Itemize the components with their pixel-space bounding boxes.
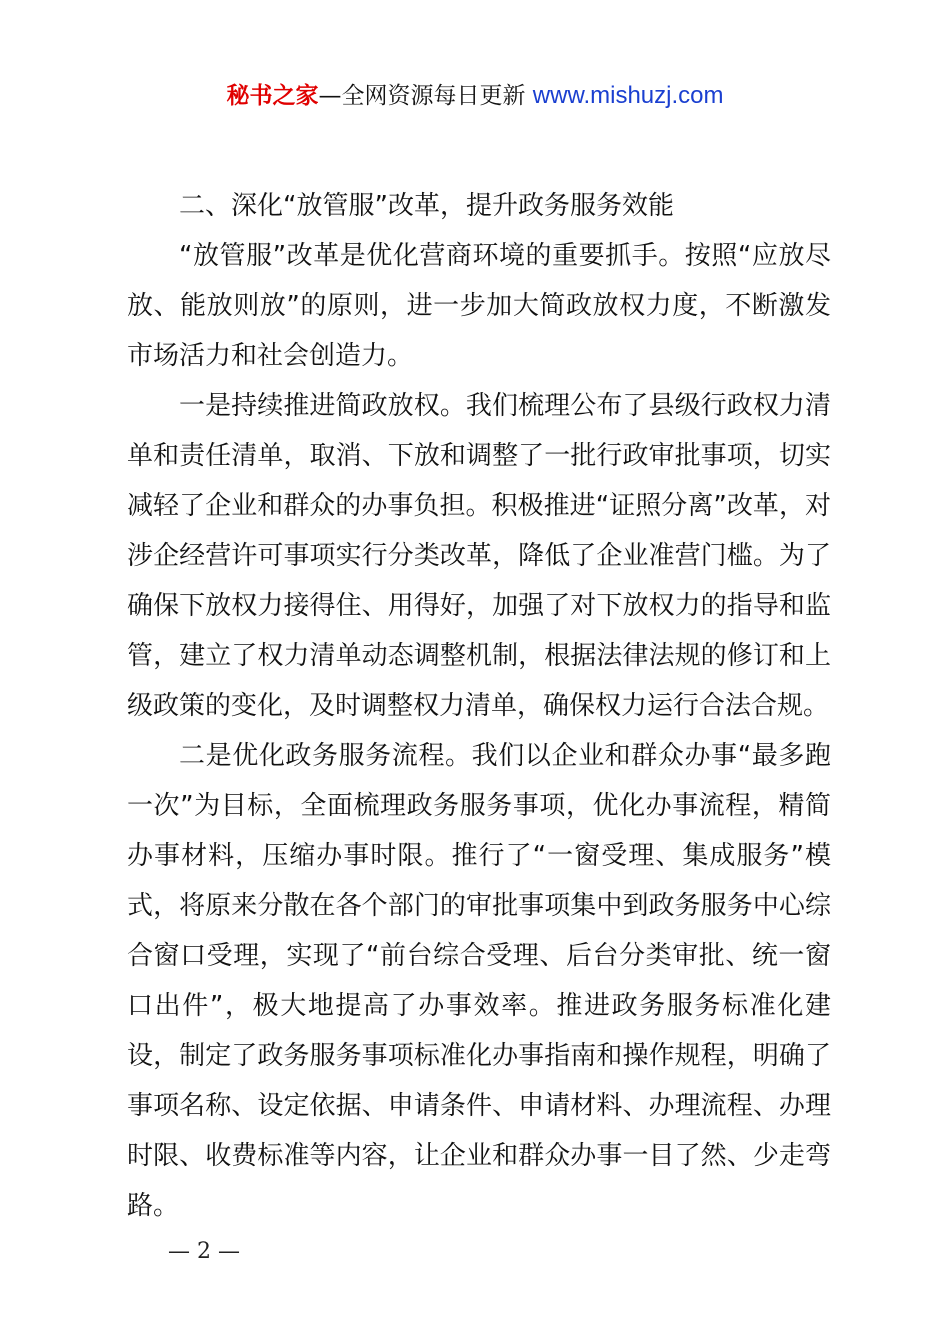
document-body <box>127 181 831 1231</box>
site-brand: 秘书之家 <box>226 83 319 109</box>
paragraph: “放管服”改革是优化营商环境的重要抓手。按照“应放尽放、能放则放”的原则，进一步加大简政放权力度，不断激发市场活力和社会创造力。 <box>127 241 831 371</box>
site-url-link[interactable]: www.mishuzj.com <box>532 82 724 109</box>
paragraph: 一是持续推进简政放权。我们梳理公布了县级行政权力清单和责任清单，取消、下放和调整了一批行政审批事项，切实减轻了企业和群众的办事负担。积极推进“证照分离”改革，对涉企经营许可事项实行分类改革，降低了企业准营门槛。为了确保下放权力接得住、用得好，加强了对下放权力的指导和监管，建立了权力清单动态调整机制，根据法律法规的修订和上级政策的变化，及时调整权力清单，确保权力运行合法合规。 <box>127 391 831 721</box>
page-number: — 2 — <box>168 1239 240 1264</box>
paragraph: 二是优化政务服务流程。我们以企业和群众办事“最多跑一次”为目标，全面梳理政务服务事项，优化办事流程，精简办事材料，压缩办事时限。推行了“一窗受理、集成服务”模式，将原来分散在各个部门的审批事项集中到政务服务中心综合窗口受理，实现了“前台综合受理、后台分类审批、统一窗口出件”，极大地提高了办事效率。推进政务服务标准化建设，制定了政务服务事项标准化办事指南和操作规程，明确了事项名称、设定依据、申请条件、申请材料、办理流程、办理时限、收费标准等内容，让企业和群众办事一目了然、少走弯路。 <box>127 741 831 1221</box>
section-heading: 二、深化“放管服”改革，提升政务服务效能 <box>179 191 674 221</box>
site-header <box>0 80 950 112</box>
site-slogan: —全网资源每日更新 <box>318 83 533 109</box>
